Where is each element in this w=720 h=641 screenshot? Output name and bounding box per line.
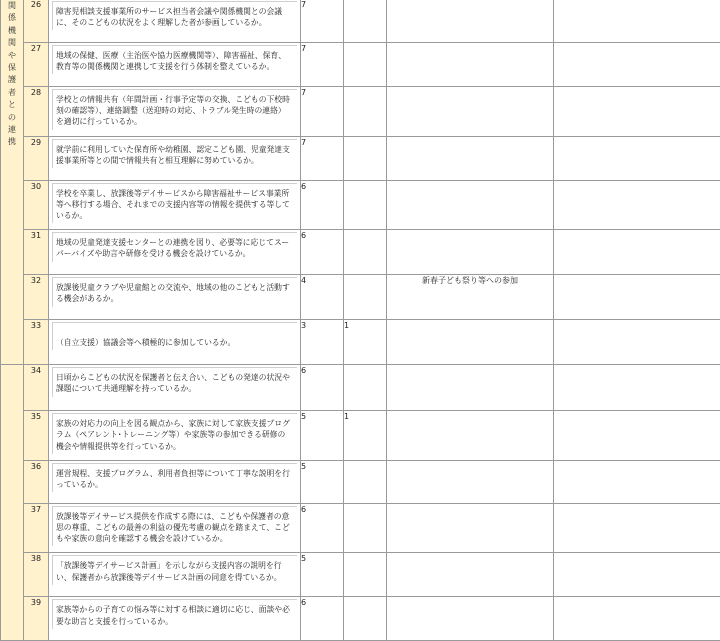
question-text: 家族等からの子育ての悩み等に対する相談に適切に応じ、面談や必要な助言と支援を行っているか。: [52, 599, 297, 628]
yes-count[interactable]: 3: [301, 320, 344, 365]
question-cell: [49, 180, 301, 230]
category-cell: [1, 0, 24, 365]
row-number: 33: [24, 320, 49, 365]
yes-count[interactable]: 6: [301, 180, 344, 230]
question-cell: [49, 275, 301, 320]
question-cell: [49, 230, 301, 275]
no-count[interactable]: [344, 136, 387, 180]
question-text: 障害児相談支援事業所のサービス担当者会議や関係機関との会議に、そのこどもの状況をよく理解した者が参画しているか。: [52, 1, 297, 30]
question-text: 学校との情報共有（年間計画・行事予定等の交換、こどもの下校時刻の確認等）、連絡調整（送迎時の対応、トラブル発生時の連絡）を適切に行っているか。: [52, 89, 297, 130]
table-row: [1, 180, 720, 230]
category-cell-continued: [1, 365, 24, 641]
yes-count[interactable]: 6: [301, 365, 344, 411]
improvement-note[interactable]: [387, 365, 554, 411]
table-row: [1, 553, 720, 597]
row-number: 31: [24, 230, 49, 275]
question-text: 放課後児童クラブや児童館との交流や、地域の他のこどもと活動する機会があるか。: [52, 277, 297, 306]
yes-count[interactable]: 5: [301, 553, 344, 597]
question-cell: [49, 553, 301, 597]
yes-count[interactable]: 6: [301, 597, 344, 641]
improvement-note[interactable]: [387, 43, 554, 87]
question-cell: [49, 136, 301, 180]
table-row: [1, 503, 720, 553]
remarks-cell[interactable]: [554, 460, 720, 503]
table-row: [1, 230, 720, 275]
improvement-note[interactable]: [387, 136, 554, 180]
row-number: 39: [24, 597, 49, 641]
row-number: 29: [24, 136, 49, 180]
question-cell: [49, 87, 301, 137]
improvement-note[interactable]: [387, 553, 554, 597]
question-cell: [49, 411, 301, 461]
improvement-note[interactable]: [387, 0, 554, 43]
question-text: 地域の保健、医療（主治医や協力医療機関等）、障害福祉、保育、教育等の関係機関と連携して支援を行う体制を整えているか。: [52, 45, 297, 74]
question-cell: [49, 365, 301, 411]
yes-count[interactable]: 5: [301, 411, 344, 461]
yes-count[interactable]: 7: [301, 0, 344, 43]
no-count[interactable]: [344, 180, 387, 230]
improvement-note[interactable]: [387, 320, 554, 365]
remarks-cell[interactable]: [554, 180, 720, 230]
remarks-cell[interactable]: [554, 553, 720, 597]
question-text: 地域の児童発達支援センターとの連携を図り、必要等に応じてスーパーバイズや助言や研修を受ける機会を設けているか。: [52, 232, 297, 261]
question-text: 「放課後等デイサービス計画」を示しながら支援内容の説明を行い、保護者から放課後等デイサービス計画の同意を得ているか。: [52, 555, 297, 584]
question-text: 家族の対応力の向上を図る観点から、家族に対して家族支援プログラム（ペアレント･トレーニング等）や家族等の参加できる研修の機会や情報提供等を行っているか。: [52, 413, 297, 454]
question-text: （自立支援）協議会等へ積極的に参加しているか。: [52, 322, 297, 350]
remarks-cell[interactable]: [554, 87, 720, 137]
no-count[interactable]: [344, 553, 387, 597]
row-number: 27: [24, 43, 49, 87]
table-row: [1, 275, 720, 320]
question-cell: [49, 503, 301, 553]
remarks-cell[interactable]: [554, 503, 720, 553]
improvement-note[interactable]: [387, 87, 554, 137]
table-row: [1, 136, 720, 180]
question-cell: [49, 460, 301, 503]
question-cell: [49, 0, 301, 43]
yes-count[interactable]: 7: [301, 87, 344, 137]
yes-count[interactable]: 6: [301, 503, 344, 553]
table-row: [1, 320, 720, 365]
question-text: 就学前に利用していた保育所や幼稚園、認定こども園、児童発達支援事業所等との間で情報共有と相互理解に努めているか。: [52, 139, 297, 168]
no-count[interactable]: 1: [344, 411, 387, 461]
remarks-cell[interactable]: [554, 230, 720, 275]
improvement-note[interactable]: [387, 411, 554, 461]
question-text: 運営規程、支援プログラム、利用者負担等について丁寧な説明を行っているか。: [52, 463, 297, 492]
yes-count[interactable]: 4: [301, 275, 344, 320]
yes-count[interactable]: 6: [301, 230, 344, 275]
no-count[interactable]: [344, 275, 387, 320]
no-count[interactable]: [344, 87, 387, 137]
row-number: 38: [24, 553, 49, 597]
row-number: 37: [24, 503, 49, 553]
row-number: 36: [24, 460, 49, 503]
remarks-cell[interactable]: [554, 0, 720, 43]
remarks-cell[interactable]: [554, 365, 720, 411]
row-number: 30: [24, 180, 49, 230]
table-row: [1, 43, 720, 87]
row-number: 35: [24, 411, 49, 461]
yes-count[interactable]: 7: [301, 136, 344, 180]
remarks-cell[interactable]: [554, 136, 720, 180]
no-count[interactable]: [344, 0, 387, 43]
table-row: [1, 460, 720, 503]
improvement-note[interactable]: 新春子ども祭り等への参加: [387, 275, 554, 320]
no-count[interactable]: [344, 43, 387, 87]
table-row: [1, 411, 720, 461]
table-row: [1, 365, 720, 411]
table-row: [1, 87, 720, 137]
improvement-note[interactable]: [387, 180, 554, 230]
row-number: 32: [24, 275, 49, 320]
no-count[interactable]: [344, 503, 387, 553]
question-text: 日頃からこどもの状況を保護者と伝え合い、こどもの発達の状況や課題について共通理解を持っているか。: [52, 367, 297, 396]
improvement-note[interactable]: [387, 230, 554, 275]
improvement-note[interactable]: [387, 503, 554, 553]
no-count[interactable]: [344, 230, 387, 275]
table-row: [1, 0, 720, 43]
remarks-cell[interactable]: [554, 43, 720, 87]
remarks-cell[interactable]: [554, 320, 720, 365]
improvement-note[interactable]: [387, 460, 554, 503]
table-body: [1, 0, 720, 641]
no-count[interactable]: 1: [344, 320, 387, 365]
row-number: 34: [24, 365, 49, 411]
remarks-cell[interactable]: [554, 275, 720, 320]
yes-count[interactable]: 7: [301, 43, 344, 87]
question-cell: [49, 43, 301, 87]
no-count[interactable]: [344, 460, 387, 503]
question-cell: [49, 320, 301, 365]
row-number: 28: [24, 87, 49, 137]
remarks-cell[interactable]: [554, 411, 720, 461]
question-text: 放課後等デイサービス提供を作成する際には、こどもや保護者の意思の尊重、こどもの最善の利益の優先考慮の観点を踏まえて、こどもや家族の意向を確認する機会を設けているか。: [52, 506, 297, 547]
category-label: 関係機関や保護者との連携: [7, 0, 17, 148]
question-text: 学校を卒業し、放課後等デイサービスから障害福祉サービス事業所等へ移行する場合、それまでの支援内容等の情報を提供する等しているか。: [52, 183, 297, 224]
row-number: 26: [24, 0, 49, 43]
yes-count[interactable]: 5: [301, 460, 344, 503]
no-count[interactable]: [344, 365, 387, 411]
